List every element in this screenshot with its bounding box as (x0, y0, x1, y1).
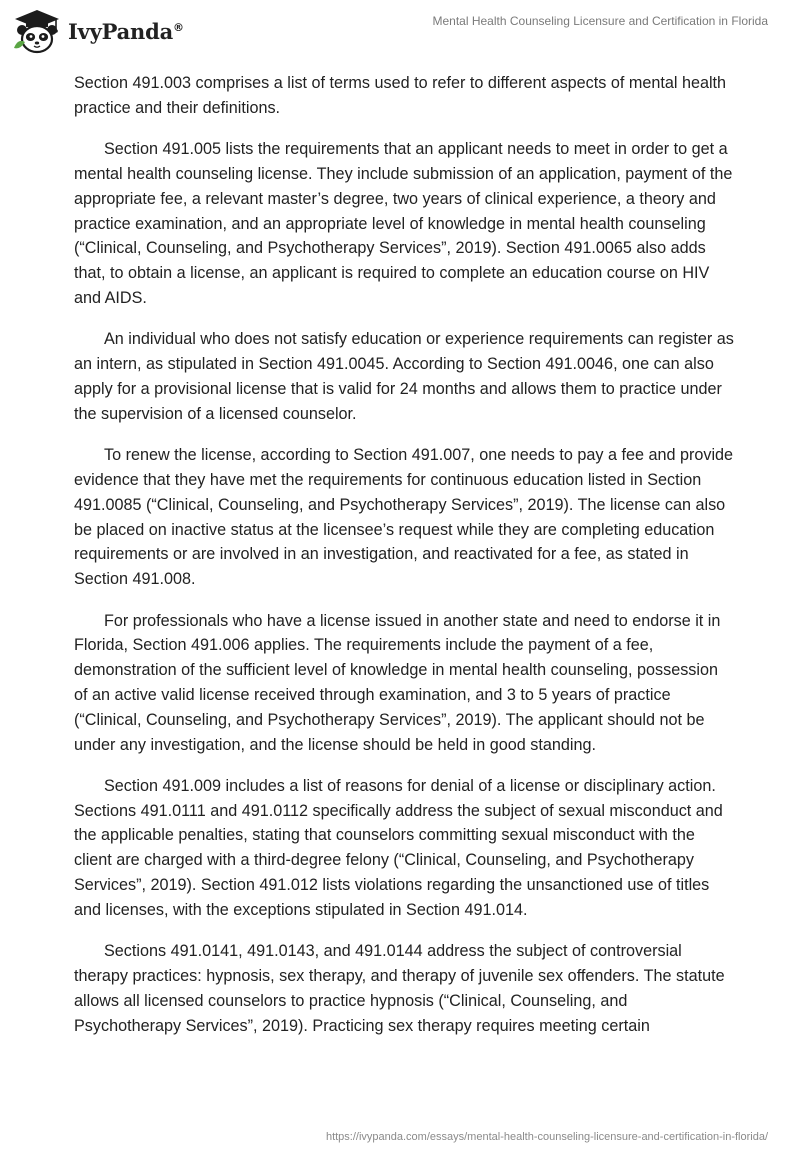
page-header (0, 0, 800, 64)
ivypanda-logo[interactable] (12, 8, 184, 54)
paragraph: An individual who does not satisfy education or experience requirements can register as an intern, as stipulated in Section 491.0045. According to Section 491.0046, one can also apply for a provisional license that is valid for 24 months and allows them to practice under the supervision of a licensed counselor. (74, 330, 734, 423)
panda-graduation-cap-icon (12, 8, 62, 54)
source-url-link[interactable]: https://ivypanda.com/essays/mental-health-counseling-licensure-and-certification-in-florida/ (325, 1131, 768, 1143)
brand-name: IvyPanda® (68, 18, 184, 44)
paragraph: For professionals who have a license issued in another state and need to endorse it in Florida, Section 491.006 applies. The requirements include the payment of a fee, demonstration of the sufficient level of knowledge in mental health counseling, possession of an active valid license received through examination, and 3 to 5 years of practice (“Clinical, Counseling, and Psychotherapy Services”, 2019). The applicant should not be under any investigation, and the license should be held in good standing. (74, 611, 721, 754)
paragraph: Section 491.003 comprises a list of terms used to refer to different aspects of mental health practice and their definitions. (74, 74, 727, 117)
paragraph: Section 491.009 includes a list of reasons for denial of a license or disciplinary action. Sections 491.0111 and 491.0112 specifically address the subject of sexual misconduct and the applicable penalties, stating that counselors committing sexual misconduct with the client are charged with a third-degree felony (“Clinical, Counseling, and Psychotherapy Services”, 2019). Section 491.012 lists violations regarding the unsanctioned use of titles and licenses, with the exceptions stipulated in Section 491.014. (74, 776, 723, 919)
paragraph: Sections 491.0141, 491.0143, and 491.0144 address the subject of controversial therapy practices: hypnosis, sex therapy, and therapy of juvenile sex offenders. The statute allows all licensed counselors to practice hypnosis (“Clinical, Counseling, and Psychotherapy Services”, 2019). Practicing sex therapy requires meeting certain (74, 942, 725, 1035)
document-title: Mental Health Counseling Licensure and Certification in Florida (432, 14, 768, 28)
paragraph: Section 491.005 lists the requirements that an applicant needs to meet in order to get a mental health counseling license. They include submission of an application, payment of the appropriate fee, a relevant master’s degree, two years of clinical experience, a theory and practice examination, and an appropriate level of knowledge in mental health counseling (“Clinical, Counseling, and Psychotherapy Services”, 2019). Section 491.0065 also adds that, to obtain a license, an applicant is required to complete an education course on HIV and AIDS. (74, 140, 733, 307)
essay-body (74, 71, 734, 1055)
paragraph: To renew the license, according to Section 491.007, one needs to pay a fee and provide evidence that they have met the requirements for continuous education listed in Section 491.0085 (“Clinical, Counseling, and Psychotherapy Services”, 2019). The license can also be placed on inactive status at the licensee’s request while they are completing education requirements or are involved in an investigation, and reactivated for a fee, as stated in Section 491.008. (74, 446, 734, 589)
